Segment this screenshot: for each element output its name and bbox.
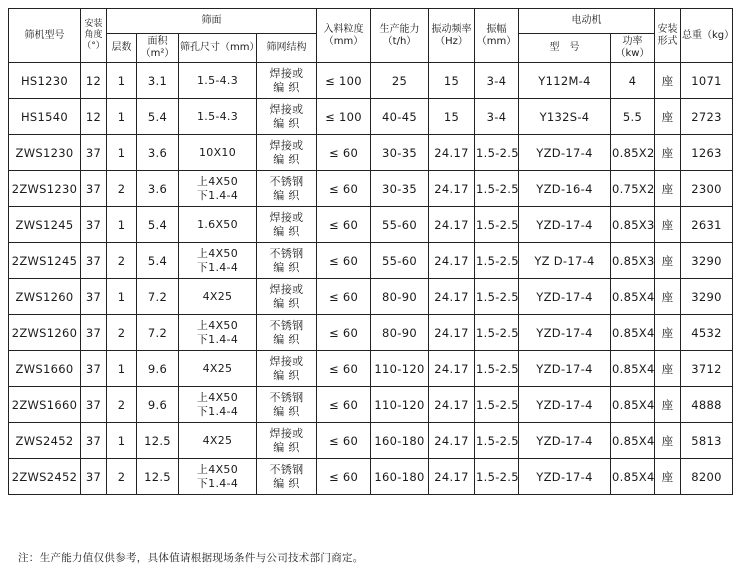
cell-feed: ≤ 60 (317, 459, 371, 495)
cell-model: ZWS1660 (9, 351, 81, 387)
cell-freq: 15 (429, 99, 475, 135)
cell-capacity: 160-180 (371, 459, 429, 495)
cell-feed: ≤ 60 (317, 171, 371, 207)
cell-amplitude: 1.5-2.5 (475, 279, 519, 315)
cell-area: 7.2 (137, 279, 179, 315)
cell-structure (257, 315, 317, 351)
header-mount: 安装形式 (655, 9, 681, 63)
cell-mount: 座 (655, 171, 681, 207)
cell-model: HS1230 (9, 63, 81, 99)
cell-freq: 24.17 (429, 207, 475, 243)
cell-structure (257, 351, 317, 387)
cell-structure (257, 99, 317, 135)
cell-freq: 24.17 (429, 171, 475, 207)
cell-freq: 24.17 (429, 459, 475, 495)
table-row (9, 423, 733, 459)
cell-angle: 37 (81, 315, 107, 351)
cell-hole-line: 上4X50 (196, 462, 239, 476)
cell-structure-line: 不锈钢 (269, 174, 304, 188)
header-freq: 振动频率（Hz） (429, 9, 475, 63)
cell-structure-line: 编 织 (273, 440, 300, 454)
cell-layers: 2 (107, 171, 137, 207)
cell-feed: ≤ 100 (317, 99, 371, 135)
cell-structure (257, 279, 317, 315)
cell-structure (257, 423, 317, 459)
cell-hole (179, 279, 257, 315)
cell-motor-model: YZD-17-4 (519, 387, 611, 423)
cell-model: 2ZWS1260 (9, 315, 81, 351)
header-amplitude: 振幅（mm） (475, 9, 519, 63)
cell-layers: 2 (107, 243, 137, 279)
cell-amplitude: 3-4 (475, 99, 519, 135)
cell-mount: 座 (655, 135, 681, 171)
cell-hole-line: 4X25 (202, 361, 233, 375)
cell-mount: 座 (655, 63, 681, 99)
cell-structure-line: 编 织 (273, 404, 300, 418)
cell-hole-line: 10X10 (198, 145, 237, 159)
cell-weight: 4888 (681, 387, 733, 423)
cell-structure (257, 387, 317, 423)
cell-hole-line: 1.5-4.3 (196, 109, 239, 123)
header-weight: 总重（kg） (681, 9, 733, 63)
cell-feed: ≤ 100 (317, 63, 371, 99)
cell-layers: 1 (107, 135, 137, 171)
cell-area: 7.2 (137, 315, 179, 351)
cell-structure-line: 不锈钢 (269, 462, 304, 476)
table-row (9, 135, 733, 171)
cell-capacity: 110-120 (371, 351, 429, 387)
cell-motor-model: YZD-17-4 (519, 207, 611, 243)
cell-model: HS1540 (9, 99, 81, 135)
cell-motor-model: YZD-17-4 (519, 315, 611, 351)
cell-freq: 24.17 (429, 243, 475, 279)
cell-model: ZWS1245 (9, 207, 81, 243)
cell-freq: 24.17 (429, 315, 475, 351)
cell-weight: 5813 (681, 423, 733, 459)
cell-model: 2ZWS1245 (9, 243, 81, 279)
header-capacity: 生产能力（t/h） (371, 9, 429, 63)
cell-area: 5.4 (137, 99, 179, 135)
cell-mount: 座 (655, 387, 681, 423)
cell-amplitude: 1.5-2.5 (475, 387, 519, 423)
header-hole: 筛孔尺寸（mm） (179, 34, 257, 63)
cell-structure-line: 编 织 (273, 260, 300, 274)
cell-weight: 1263 (681, 135, 733, 171)
cell-structure (257, 207, 317, 243)
table-row (9, 207, 733, 243)
cell-structure-line: 编 织 (273, 332, 300, 346)
cell-capacity: 110-120 (371, 387, 429, 423)
cell-structure-line: 焊接或 (269, 354, 304, 368)
cell-mount: 座 (655, 351, 681, 387)
cell-weight: 3290 (681, 279, 733, 315)
cell-weight: 8200 (681, 459, 733, 495)
cell-structure-line: 焊接或 (269, 138, 304, 152)
cell-feed: ≤ 60 (317, 243, 371, 279)
cell-power: 0.85X4 (611, 459, 655, 495)
cell-freq: 24.17 (429, 423, 475, 459)
cell-structure-line: 编 织 (273, 116, 300, 130)
cell-angle: 37 (81, 135, 107, 171)
cell-feed: ≤ 60 (317, 351, 371, 387)
cell-capacity: 160-180 (371, 423, 429, 459)
cell-layers: 1 (107, 279, 137, 315)
cell-amplitude: 1.5-2.5 (475, 423, 519, 459)
cell-hole-line: 下1.4-4 (196, 188, 239, 202)
cell-power: 0.85X4 (611, 315, 655, 351)
cell-amplitude: 1.5-2.5 (475, 207, 519, 243)
cell-structure-line: 不锈钢 (269, 390, 304, 404)
header-area: 面积（m²） (137, 34, 179, 63)
cell-structure-line: 编 织 (273, 188, 300, 202)
cell-mount: 座 (655, 99, 681, 135)
cell-mount: 座 (655, 459, 681, 495)
cell-motor-model: YZD-17-4 (519, 351, 611, 387)
cell-angle: 12 (81, 63, 107, 99)
cell-structure-line: 不锈钢 (269, 246, 304, 260)
table-row (9, 387, 733, 423)
cell-weight: 2723 (681, 99, 733, 135)
cell-feed: ≤ 60 (317, 135, 371, 171)
cell-power: 0.85X4 (611, 279, 655, 315)
header-feed: 入料粒度（mm） (317, 9, 371, 63)
cell-mount: 座 (655, 315, 681, 351)
cell-hole (179, 315, 257, 351)
cell-feed: ≤ 60 (317, 387, 371, 423)
cell-angle: 12 (81, 99, 107, 135)
cell-structure-line: 焊接或 (269, 426, 304, 440)
table-row (9, 315, 733, 351)
cell-weight: 3290 (681, 243, 733, 279)
cell-capacity: 55-60 (371, 243, 429, 279)
cell-hole-line: 上4X50 (196, 174, 239, 188)
cell-model: 2ZWS2452 (9, 459, 81, 495)
table-row (9, 351, 733, 387)
cell-feed: ≤ 60 (317, 279, 371, 315)
header-layers: 层数 (107, 34, 137, 63)
cell-structure-line: 编 织 (273, 368, 300, 382)
cell-freq: 24.17 (429, 135, 475, 171)
cell-model: 2ZWS1230 (9, 171, 81, 207)
cell-feed: ≤ 60 (317, 207, 371, 243)
cell-capacity: 25 (371, 63, 429, 99)
cell-layers: 1 (107, 351, 137, 387)
cell-amplitude: 1.5-2.5 (475, 315, 519, 351)
cell-structure-line: 焊接或 (269, 102, 304, 116)
cell-structure-line: 焊接或 (269, 210, 304, 224)
cell-power: 0.85X4 (611, 351, 655, 387)
cell-area: 12.5 (137, 459, 179, 495)
cell-motor-model: YZD-17-4 (519, 279, 611, 315)
cell-area: 5.4 (137, 243, 179, 279)
cell-hole-line: 上4X50 (196, 246, 239, 260)
cell-area: 3.6 (137, 135, 179, 171)
cell-capacity: 80-90 (371, 315, 429, 351)
cell-power: 0.85X4 (611, 387, 655, 423)
cell-hole (179, 135, 257, 171)
cell-angle: 37 (81, 207, 107, 243)
table-row (9, 279, 733, 315)
cell-capacity: 30-35 (371, 171, 429, 207)
cell-hole-line: 下1.4-4 (196, 332, 239, 346)
cell-model: 2ZWS1660 (9, 387, 81, 423)
cell-structure (257, 171, 317, 207)
table-header (9, 9, 733, 63)
header-model: 筛机型号 (9, 9, 81, 63)
cell-layers: 2 (107, 459, 137, 495)
cell-freq: 24.17 (429, 279, 475, 315)
cell-feed: ≤ 60 (317, 315, 371, 351)
cell-motor-model: YZD-17-4 (519, 459, 611, 495)
cell-structure-line: 编 织 (273, 224, 300, 238)
cell-amplitude: 3-4 (475, 63, 519, 99)
cell-power: 0.85X3 (611, 207, 655, 243)
cell-layers: 1 (107, 207, 137, 243)
cell-motor-model: YZD-17-4 (519, 135, 611, 171)
cell-weight: 4532 (681, 315, 733, 351)
cell-structure-line: 编 织 (273, 296, 300, 310)
cell-layers: 1 (107, 423, 137, 459)
cell-freq: 24.17 (429, 351, 475, 387)
cell-motor-model: Y112M-4 (519, 63, 611, 99)
cell-hole-line: 1.6X50 (197, 217, 238, 231)
cell-structure-line: 编 织 (273, 80, 300, 94)
footnote: 注：生产能力值仅供参考，具体值请根据现场条件与公司技术部门商定。 (18, 552, 364, 564)
cell-structure (257, 459, 317, 495)
cell-layers: 2 (107, 315, 137, 351)
cell-hole-line: 4X25 (202, 433, 233, 447)
cell-power: 0.85X2 (611, 135, 655, 171)
table-body (9, 63, 733, 495)
cell-structure-line: 不锈钢 (269, 318, 304, 332)
cell-power: 5.5 (611, 99, 655, 135)
table-row (9, 459, 733, 495)
cell-amplitude: 1.5-2.5 (475, 171, 519, 207)
cell-hole-line: 上4X50 (196, 318, 239, 332)
cell-mount: 座 (655, 207, 681, 243)
cell-model: ZWS1260 (9, 279, 81, 315)
table-row (9, 171, 733, 207)
cell-hole (179, 99, 257, 135)
cell-hole-line: 上4X50 (196, 390, 239, 404)
spec-sheet (8, 8, 734, 564)
cell-hole (179, 387, 257, 423)
cell-model: ZWS2452 (9, 423, 81, 459)
cell-area: 9.6 (137, 387, 179, 423)
cell-weight: 2300 (681, 171, 733, 207)
spec-table (8, 8, 733, 495)
cell-weight: 2631 (681, 207, 733, 243)
cell-structure-line: 编 织 (273, 152, 300, 166)
cell-area: 9.6 (137, 351, 179, 387)
cell-area: 12.5 (137, 423, 179, 459)
cell-hole-line: 4X25 (202, 289, 233, 303)
header-power: 功率（kw） (611, 34, 655, 63)
cell-hole-line: 1.5-4.3 (196, 73, 239, 87)
cell-mount: 座 (655, 243, 681, 279)
cell-area: 3.1 (137, 63, 179, 99)
cell-hole (179, 207, 257, 243)
cell-angle: 37 (81, 423, 107, 459)
cell-amplitude: 1.5-2.5 (475, 135, 519, 171)
cell-amplitude: 1.5-2.5 (475, 351, 519, 387)
table-row (9, 99, 733, 135)
header-angle: 安装角度（°） (81, 9, 107, 63)
cell-hole (179, 63, 257, 99)
header-structure: 筛网结构 (257, 34, 317, 63)
cell-structure (257, 243, 317, 279)
cell-hole-line: 下1.4-4 (196, 260, 239, 274)
cell-angle: 37 (81, 387, 107, 423)
header-motor-model: 型 号 (519, 34, 611, 63)
cell-motor-model: Y132S-4 (519, 99, 611, 135)
cell-power: 0.75X2 (611, 171, 655, 207)
cell-layers: 1 (107, 63, 137, 99)
cell-motor-model: YZ D-17-4 (519, 243, 611, 279)
cell-hole (179, 423, 257, 459)
cell-power: 0.85X3 (611, 243, 655, 279)
cell-freq: 15 (429, 63, 475, 99)
cell-motor-model: YZD-17-4 (519, 423, 611, 459)
cell-amplitude: 1.5-2.5 (475, 243, 519, 279)
cell-structure (257, 135, 317, 171)
cell-angle: 37 (81, 459, 107, 495)
cell-hole (179, 459, 257, 495)
cell-layers: 1 (107, 99, 137, 135)
cell-area: 5.4 (137, 207, 179, 243)
cell-capacity: 80-90 (371, 279, 429, 315)
cell-hole (179, 243, 257, 279)
cell-layers: 2 (107, 387, 137, 423)
cell-area: 3.6 (137, 171, 179, 207)
cell-capacity: 40-45 (371, 99, 429, 135)
cell-structure-line: 编 织 (273, 476, 300, 490)
header-motor: 电动机 (519, 9, 655, 34)
cell-hole (179, 171, 257, 207)
cell-mount: 座 (655, 279, 681, 315)
cell-motor-model: YZD-16-4 (519, 171, 611, 207)
cell-capacity: 30-35 (371, 135, 429, 171)
cell-capacity: 55-60 (371, 207, 429, 243)
cell-mount: 座 (655, 423, 681, 459)
cell-hole-line: 下1.4-4 (196, 404, 239, 418)
cell-power: 4 (611, 63, 655, 99)
cell-angle: 37 (81, 279, 107, 315)
cell-structure (257, 63, 317, 99)
cell-structure-line: 焊接或 (269, 282, 304, 296)
table-row (9, 63, 733, 99)
cell-structure-line: 焊接或 (269, 66, 304, 80)
cell-angle: 37 (81, 243, 107, 279)
cell-freq: 24.17 (429, 387, 475, 423)
cell-hole-line: 下1.4-4 (196, 476, 239, 490)
header-screen: 筛面 (107, 9, 317, 34)
table-row (9, 243, 733, 279)
cell-feed: ≤ 60 (317, 423, 371, 459)
cell-hole (179, 351, 257, 387)
cell-angle: 37 (81, 171, 107, 207)
cell-amplitude: 1.5-2.5 (475, 459, 519, 495)
cell-weight: 3712 (681, 351, 733, 387)
cell-model: ZWS1230 (9, 135, 81, 171)
cell-angle: 37 (81, 351, 107, 387)
cell-weight: 1071 (681, 63, 733, 99)
cell-power: 0.85X4 (611, 423, 655, 459)
